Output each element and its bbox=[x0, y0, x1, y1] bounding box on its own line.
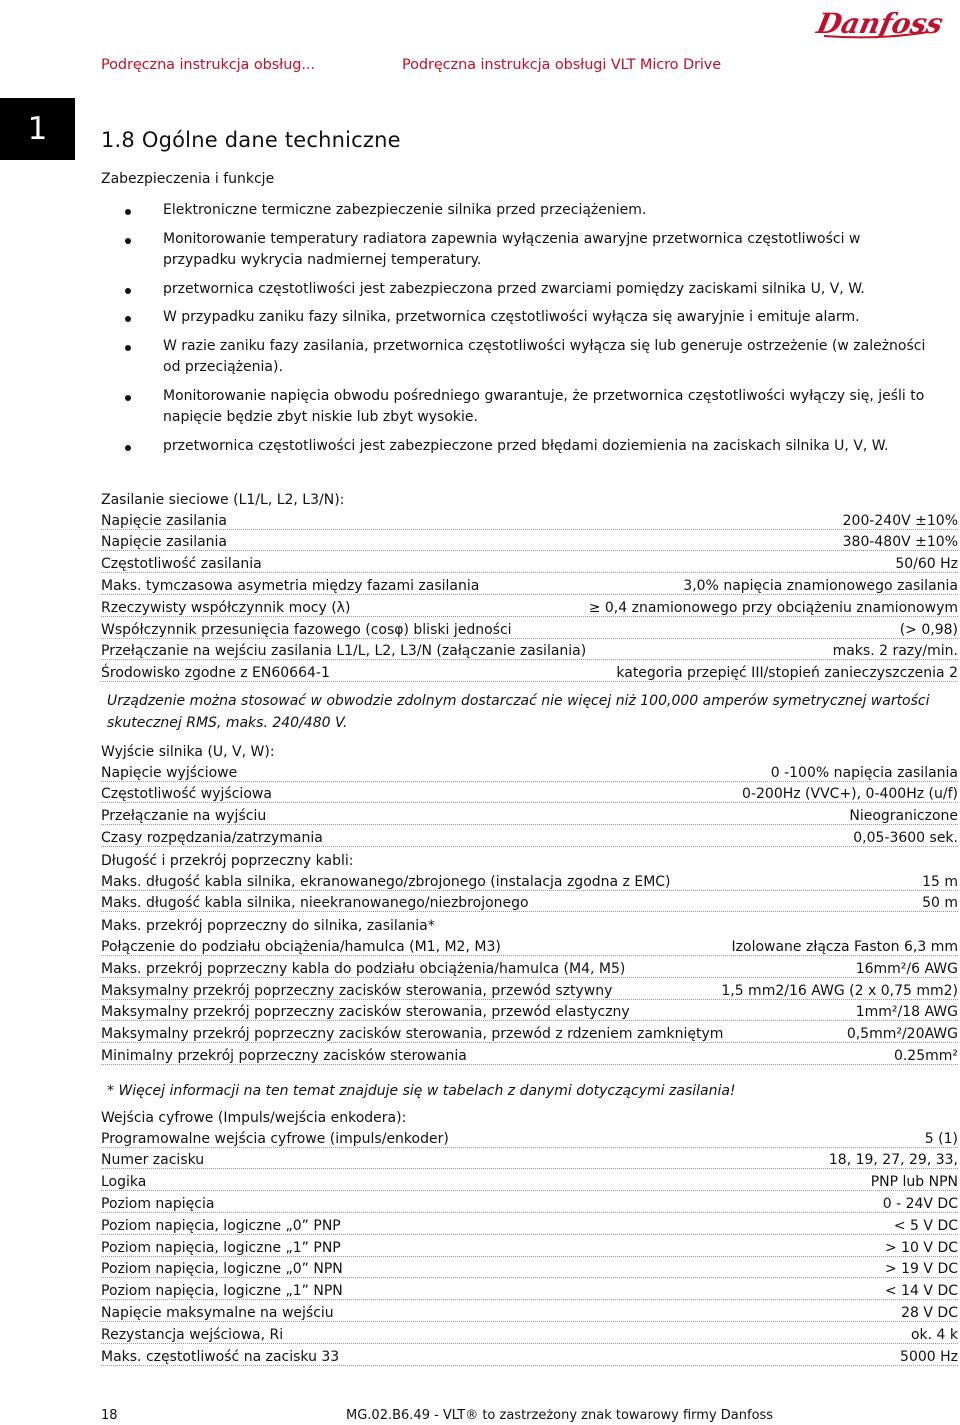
chapter-tab: 1 bbox=[0, 98, 75, 160]
spec-row: Napięcie maksymalne na wejściu 28 V DC bbox=[101, 1300, 958, 1322]
spec-row: Maks. częstotliwość na zacisku 33 5000 Hz bbox=[101, 1344, 958, 1366]
section-title: 1.8 Ogólne dane techniczne bbox=[101, 128, 401, 152]
motor-output-specs bbox=[101, 738, 958, 1065]
mains-specs bbox=[101, 486, 958, 682]
spec-row: Napięcie wyjściowe 0 -100% napięcia zasilania bbox=[101, 760, 958, 782]
spec-row: Maksymalny przekrój poprzeczny zacisków sterowania, przewód sztywny 1,5 mm2/16 AWG (2 x 0,75 mm2) bbox=[101, 978, 958, 1000]
protection-heading: Zabezpieczenia i funkcje bbox=[101, 171, 275, 187]
header-link-manual[interactable]: Podręczna instrukcja obsługi VLT Micro Drive bbox=[402, 57, 722, 73]
motor-output-heading: Wyjście silnika (U, V, W): bbox=[101, 743, 275, 760]
spec-row: Przełączanie na wejściu zasilania L1/L, L2, L3/N (załączanie zasilania) maks. 2 razy/min. bbox=[101, 639, 958, 661]
spec-row: Połączenie do podziału obciążenia/hamulca (M1, M2, M3) Izolowane złącza Faston 6,3 mm bbox=[101, 934, 958, 956]
header-link-short[interactable]: Podręczna instrukcja obsług... bbox=[101, 57, 315, 73]
protection-list bbox=[101, 200, 931, 464]
spec-row: Maksymalny przekrój poprzeczny zacisków sterowania, przewód elastyczny 1mm²/18 AWG bbox=[101, 1000, 958, 1022]
list-item: Elektroniczne termiczne zabezpieczenie silnika przed przeciążeniem. bbox=[101, 200, 931, 222]
spec-row: Numer zacisku 18, 19, 27, 29, 33, bbox=[101, 1148, 958, 1170]
list-item: Monitorowanie temperatury radiatora zapewnia wyłączenia awaryjne przetwornica częstotliwości w przypadku wykrycia nadmiernej temperatury. bbox=[101, 229, 931, 272]
mains-note: Urządzenie można stosować w obwodzie zdolnym dostarczać nie więcej niż 100,000 amperów symetrycznej wartości skutecznej RMS, maks. 240/480 V. bbox=[107, 693, 930, 731]
spec-row: Programowalne wejścia cyfrowe (impuls/enkoder) 5 (1) bbox=[101, 1126, 958, 1148]
spec-row: Poziom napięcia, logiczne „1” PNP > 10 V DC bbox=[101, 1235, 958, 1257]
list-item: W przypadku zaniku fazy silnika, przetwornica częstotliwości wyłącza się awaryjnie i emituje alarm. bbox=[101, 307, 931, 329]
list-item: przetwornica częstotliwości jest zabezpieczona przed zwarciami pomiędzy zaciskami silnika U, V, W. bbox=[101, 279, 931, 301]
spec-row: Środowisko zgodne z EN60664-1 kategoria przepięć III/stopień zanieczyszczenia 2 bbox=[101, 660, 958, 682]
danfoss-logo bbox=[813, 2, 947, 48]
spec-row: Napięcie zasilania 380-480V ±10% bbox=[101, 530, 958, 552]
spec-row: Maks. tymczasowa asymetria między fazami zasilania 3,0% napięcia znamionowego zasilania bbox=[101, 573, 958, 595]
spec-row: Poziom napięcia, logiczne „0” PNP < 5 V DC bbox=[101, 1213, 958, 1235]
spec-row: Maks. długość kabla silnika, ekranowanego/zbrojonego (instalacja zgodna z EMC) 15 m bbox=[101, 869, 958, 891]
cables-note: * Więcej informacji na ten temat znajduje się w tabelach z danymi dotyczącymi zasilania! bbox=[107, 1083, 736, 1099]
spec-row: Maks. przekrój poprzeczny kabla do podziału obciążenia/hamulca (M4, M5) 16mm²/6 AWG bbox=[101, 956, 958, 978]
spec-row: Maksymalny przekrój poprzeczny zacisków sterowania, przewód z rdzeniem zamkniętym 0,5mm²/20AWG bbox=[101, 1021, 958, 1043]
svg-text:Danfoss: Danfoss bbox=[813, 6, 947, 40]
spec-row: Minimalny przekrój poprzeczny zacisków sterowania 0.25mm² bbox=[101, 1043, 958, 1065]
spec-row: Poziom napięcia 0 - 24V DC bbox=[101, 1191, 958, 1213]
spec-row: Maks. przekrój poprzeczny do silnika, zasilania* bbox=[101, 918, 435, 935]
footer-doc-info: MG.02.B6.49 - VLT® to zastrzeżony znak towarowy firmy Danfoss bbox=[346, 1408, 774, 1423]
spec-row: Logika PNP lub NPN bbox=[101, 1169, 958, 1191]
list-item: W razie zaniku fazy zasilania, przetwornica częstotliwości wyłącza się lub generuje ostrzeżenie (w zależności od przeciążenia). bbox=[101, 336, 931, 379]
digital-inputs-heading: Wejścia cyfrowe (Impuls/wejścia enkodera): bbox=[101, 1109, 407, 1126]
spec-row: Rzeczywisty współczynnik mocy (λ) ≥ 0,4 znamionowego przy obciążeniu znamionowym bbox=[101, 595, 958, 617]
spec-row: Napięcie zasilania 200-240V ±10% bbox=[101, 508, 958, 530]
cables-heading: Długość i przekrój poprzeczny kabli: bbox=[101, 852, 354, 869]
spec-row: Współczynnik przesunięcia fazowego (cosφ) bliski jedności (> 0,98) bbox=[101, 617, 958, 639]
digital-inputs-specs bbox=[101, 1104, 958, 1366]
spec-row: Częstotliwość zasilania 50/60 Hz bbox=[101, 551, 958, 573]
spec-row: Częstotliwość wyjściowa 0-200Hz (VVC+), 0-400Hz (u/f) bbox=[101, 782, 958, 804]
spec-row: Przełączanie na wyjściu Nieograniczone bbox=[101, 803, 958, 825]
spec-row: Poziom napięcia, logiczne „0” NPN > 19 V DC bbox=[101, 1257, 958, 1279]
spec-row: Rezystancja wejściowa, Ri ok. 4 k bbox=[101, 1322, 958, 1344]
spec-row: Czasy rozpędzania/zatrzymania 0,05-3600 sek. bbox=[101, 825, 958, 847]
spec-row: Poziom napięcia, logiczne „1” NPN < 14 V DC bbox=[101, 1278, 958, 1300]
list-item: Monitorowanie napięcia obwodu pośredniego gwarantuje, że przetwornica częstotliwości wyłączy się, jeśli to napięcie będzie zbyt niskie lub zbyt wysokie. bbox=[101, 386, 931, 429]
mains-heading: Zasilanie sieciowe (L1/L, L2, L3/N): bbox=[101, 491, 345, 508]
list-item: przetwornica częstotliwości jest zabezpieczone przed błędami doziemienia na zaciskach silnika U, V, W. bbox=[101, 436, 931, 458]
spec-row: Maks. długość kabla silnika, nieekranowanego/niezbrojonego 50 m bbox=[101, 891, 958, 913]
page-number: 18 bbox=[101, 1408, 118, 1423]
